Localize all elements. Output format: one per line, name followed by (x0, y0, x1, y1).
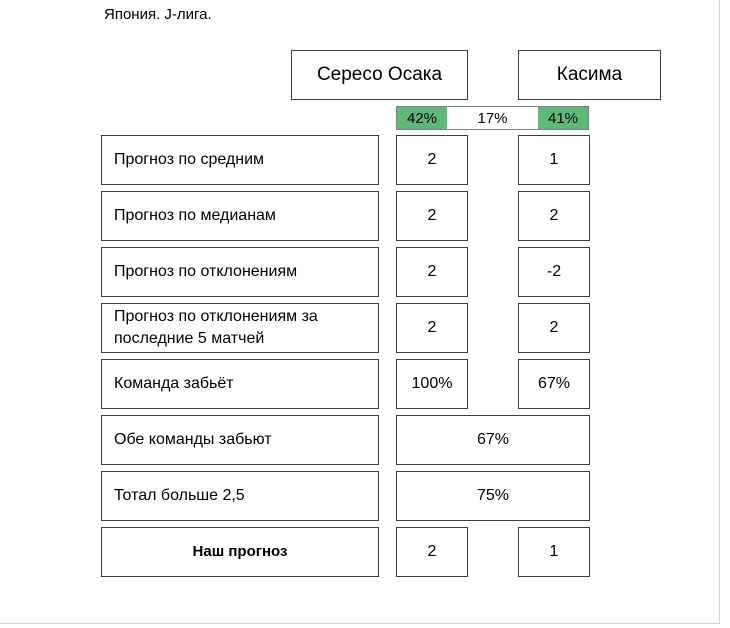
row-home-team-scores: 100% (396, 359, 468, 409)
row-home-median: 2 (396, 191, 468, 241)
row-home-our-prediction: 2 (396, 527, 468, 577)
home-win-probability: 42% (397, 107, 447, 129)
home-team-box: Сересо Осака (291, 50, 468, 100)
row-label-our-prediction: Наш прогноз (101, 527, 379, 577)
row-label-total-over: Тотал больше 2,5 (101, 471, 379, 521)
row-away-median: 2 (518, 191, 590, 241)
row-label-median: Прогноз по медианам (101, 191, 379, 241)
row-value-both-score: 67% (396, 415, 590, 465)
row-away-our-prediction: 1 (518, 527, 590, 577)
row-home-average: 2 (396, 135, 468, 185)
draw-probability: 17% (477, 109, 508, 127)
row-away-deviation: -2 (518, 247, 590, 297)
row-label-deviation-last5: Прогноз по отклонениям за последние 5 матчей (101, 303, 379, 353)
row-label-both-score: Обе команды забьют (101, 415, 379, 465)
outcome-probability-bar (396, 106, 589, 130)
page-title: Япония. J-лига. (104, 6, 212, 23)
row-label-deviation: Прогноз по отклонениям (101, 247, 379, 297)
row-away-average: 1 (518, 135, 590, 185)
row-away-team-scores: 67% (518, 359, 590, 409)
row-home-deviation: 2 (396, 247, 468, 297)
row-away-deviation-last5: 2 (518, 303, 590, 353)
away-win-probability: 41% (538, 107, 588, 129)
row-home-deviation-last5: 2 (396, 303, 468, 353)
row-label-team-scores: Команда забьёт (101, 359, 379, 409)
row-label-average: Прогноз по средним (101, 135, 379, 185)
row-value-total-over: 75% (396, 471, 590, 521)
away-team-box: Касима (518, 50, 661, 100)
